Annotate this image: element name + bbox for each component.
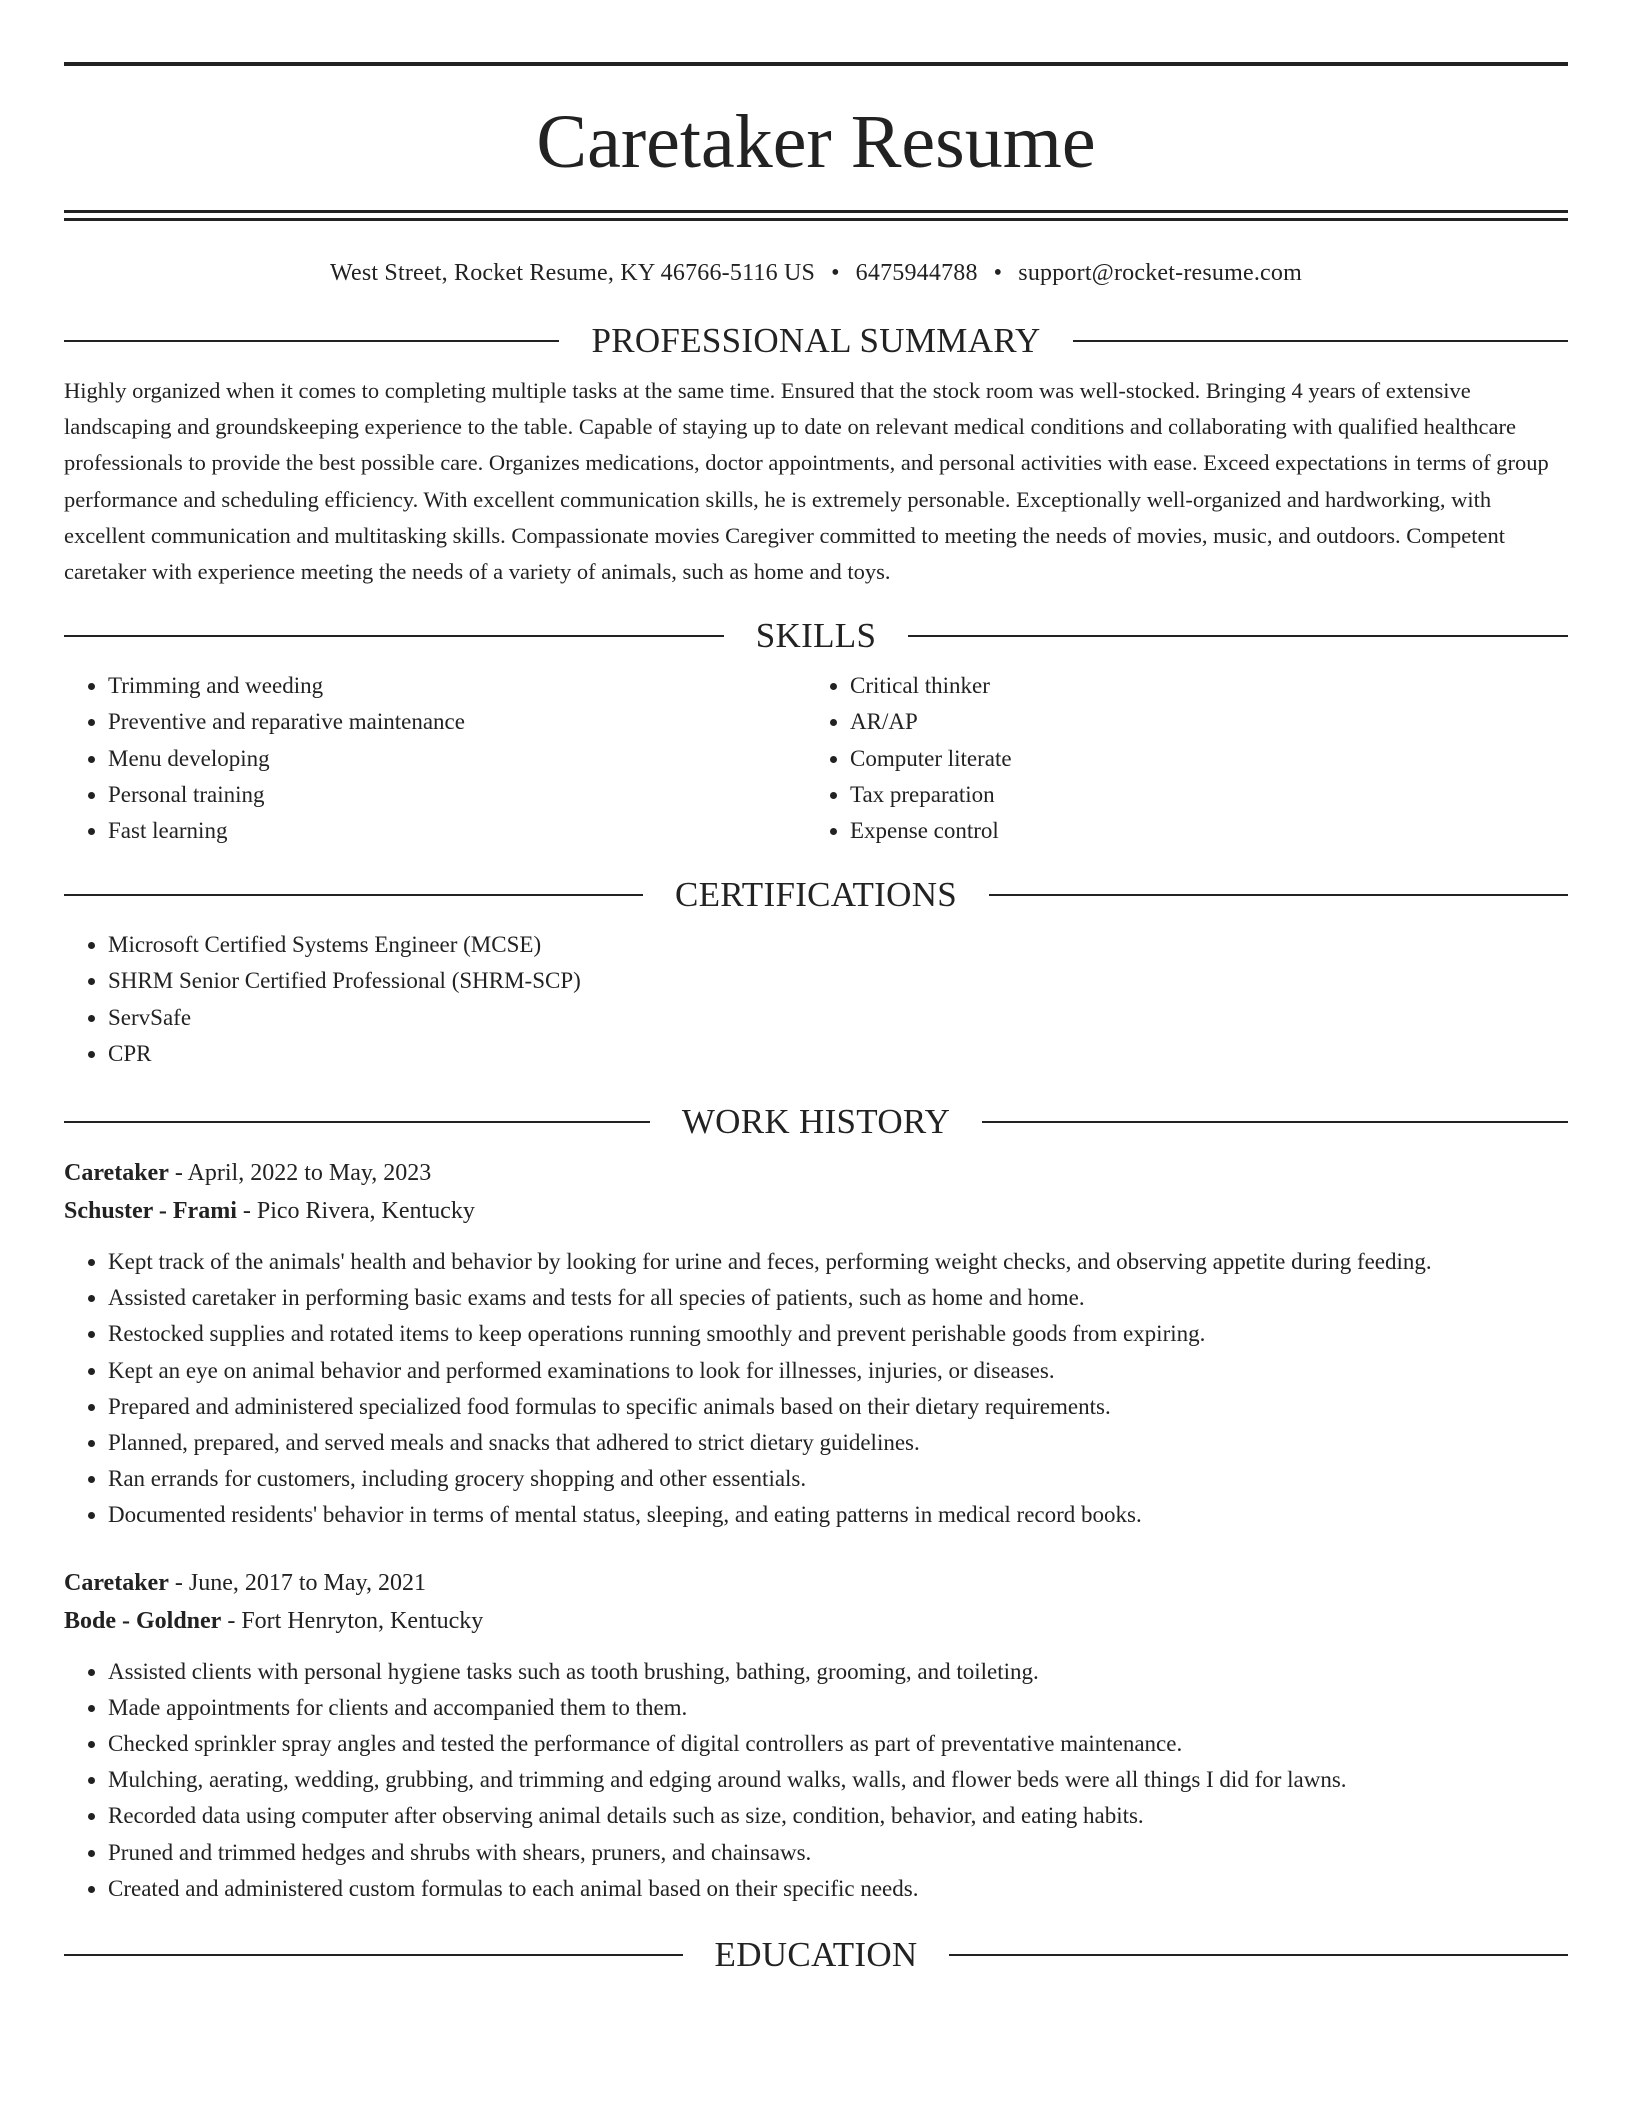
list-item: • Checked sprinkler spray angles and tested the performance of digital controllers as part of preventative maintenance. bbox=[108, 1726, 1568, 1762]
section-header-skills bbox=[64, 616, 1568, 656]
divider-line bbox=[64, 1954, 683, 1956]
divider-line bbox=[64, 635, 724, 637]
divider-line bbox=[64, 1121, 650, 1123]
job-entry bbox=[64, 1564, 1568, 1907]
list-item: • Created and administered custom formulas to each animal based on their specific needs. bbox=[108, 1871, 1568, 1907]
list-item: • Menu developing bbox=[108, 741, 806, 777]
skills-list-right bbox=[806, 668, 1548, 849]
title-double-rule bbox=[64, 210, 1568, 221]
contact-address: West Street, Rocket Resume, KY 46766-5116 US bbox=[330, 260, 816, 286]
list-item: • Pruned and trimmed hedges and shrubs with shears, pruners, and chainsaws. bbox=[108, 1835, 1568, 1871]
section-title: SKILLS bbox=[755, 616, 877, 656]
job-role: Caretaker bbox=[64, 1160, 169, 1187]
list-item: • Assisted caretaker in performing basic exams and tests for all species of patients, such as home and home. bbox=[108, 1280, 1568, 1316]
list-item: • Ran errands for customers, including grocery shopping and other essentials. bbox=[108, 1461, 1568, 1497]
job-company: Schuster - Frami bbox=[64, 1198, 237, 1225]
skills-list-left bbox=[64, 668, 806, 849]
top-rule bbox=[64, 62, 1568, 66]
job-location: - Pico Rivera, Kentucky bbox=[236, 1198, 475, 1225]
job-dates: - April, 2022 to May, 2023 bbox=[168, 1160, 432, 1187]
skills-column-left bbox=[64, 668, 806, 849]
skills-grid bbox=[64, 668, 1568, 849]
job-location: - Fort Henryton, Kentucky bbox=[221, 1607, 484, 1634]
contact-separator: • bbox=[993, 260, 1003, 286]
divider-line bbox=[64, 340, 559, 342]
job-title-line bbox=[64, 1564, 1568, 1602]
list-item: • Tax preparation bbox=[850, 777, 1548, 813]
list-item: • Expense control bbox=[850, 813, 1548, 849]
list-item: • Made appointments for clients and accompanied them to them. bbox=[108, 1690, 1568, 1726]
job-bullets bbox=[64, 1654, 1568, 1907]
section-title: PROFESSIONAL SUMMARY bbox=[591, 321, 1041, 360]
divider-line bbox=[908, 635, 1568, 637]
contact-line bbox=[64, 259, 1568, 287]
list-item: • ServSafe bbox=[108, 1000, 1568, 1036]
summary-text: Highly organized when it comes to completing multiple tasks at the same time. Ensured that the stock room was well-stocked. Bringing 4 years of extensive landscaping and groundskeeping experience to the table. Capable of staying up to date on relevant medical conditions and collaborating with qualified healthcare professionals to provide the best possible care. Organizes medications, doctor appointments, and personal activities with ease. Exceed expectations in terms of group performance and scheduling efficiency. With excellent communication skills, he is extremely personable. Exceptionally well-organized and hardworking, with excellent communication and multitasking skills. Compassionate movies Caregiver committed to meeting the needs of movies, music, and outdoors. Competent caretaker with experience meeting the needs of a variety of animals, such as home and toys. bbox=[64, 378, 1549, 585]
list-item: • Personal training bbox=[108, 777, 806, 813]
section-title: WORK HISTORY bbox=[681, 1102, 951, 1142]
section-header-education bbox=[64, 1935, 1568, 1975]
contact-separator: • bbox=[831, 260, 840, 286]
job-company-line bbox=[64, 1192, 1568, 1230]
list-item: • Recorded data using computer after observing animal details such as size, condition, behavior, and eating habits. bbox=[108, 1798, 1568, 1834]
list-item: • SHRM Senior Certified Professional (SHRM-SCP) bbox=[108, 963, 1568, 999]
list-item: • Preventive and reparative maintenance bbox=[108, 704, 806, 740]
job-title-line bbox=[64, 1154, 1568, 1192]
job-bullets bbox=[64, 1244, 1568, 1534]
section-title: EDUCATION bbox=[714, 1935, 918, 1975]
contact-phone: 6475944788 bbox=[855, 260, 978, 286]
contact-email: support@rocket-resume.com bbox=[1018, 260, 1302, 286]
list-item: • Restocked supplies and rotated items to keep operations running smoothly and prevent perishable goods from expiring. bbox=[108, 1316, 1568, 1352]
list-item: • Computer literate bbox=[850, 741, 1548, 777]
section-header-work-history bbox=[64, 1102, 1568, 1142]
list-item: • Prepared and administered specialized food formulas to specific animals based on their dietary requirements. bbox=[108, 1389, 1568, 1425]
list-item: • Planned, prepared, and served meals and snacks that adhered to strict dietary guidelines. bbox=[108, 1425, 1568, 1461]
list-item: • AR/AP bbox=[850, 704, 1548, 740]
job-role: Caretaker bbox=[64, 1569, 169, 1596]
job-dates: - June, 2017 to May, 2021 bbox=[168, 1569, 426, 1596]
divider-line bbox=[989, 894, 1568, 896]
skills-column-right bbox=[806, 668, 1548, 849]
list-item: • Microsoft Certified Systems Engineer (MCSE) bbox=[108, 927, 1568, 963]
list-item: • Kept an eye on animal behavior and performed examinations to look for illnesses, injuries, or diseases. bbox=[108, 1353, 1568, 1389]
divider-line bbox=[1073, 340, 1568, 342]
list-item: • Kept track of the animals' health and behavior by looking for urine and feces, performing weight checks, and observing appetite during feeding. bbox=[108, 1244, 1568, 1280]
section-header-summary bbox=[64, 321, 1568, 361]
divider-line bbox=[949, 1954, 1568, 1956]
list-item: • Documented residents' behavior in terms of mental status, sleeping, and eating patterns in medical record books. bbox=[108, 1497, 1568, 1533]
job-entry bbox=[64, 1154, 1568, 1534]
list-item: • Trimming and weeding bbox=[108, 668, 806, 704]
list-item: • Critical thinker bbox=[850, 668, 1548, 704]
certifications-block bbox=[64, 927, 1568, 1072]
job-company-line bbox=[64, 1602, 1568, 1640]
list-item: • Fast learning bbox=[108, 813, 806, 849]
divider-line bbox=[64, 894, 643, 896]
list-item: • Mulching, aerating, wedding, grubbing, and trimming and edging around walks, walls, and flower beds were all things I did for lawns. bbox=[108, 1762, 1568, 1798]
list-item: • Assisted clients with personal hygiene tasks such as tooth brushing, bathing, grooming, and toileting. bbox=[108, 1654, 1568, 1690]
section-header-certifications bbox=[64, 875, 1568, 915]
job-company: Bode - Goldner bbox=[64, 1607, 222, 1634]
section-title: CERTIFICATIONS bbox=[674, 875, 958, 915]
resume-title: Caretaker Resume bbox=[536, 100, 1096, 184]
certifications-list bbox=[64, 927, 1568, 1072]
divider-line bbox=[982, 1121, 1568, 1123]
list-item: • CPR bbox=[108, 1036, 1568, 1072]
